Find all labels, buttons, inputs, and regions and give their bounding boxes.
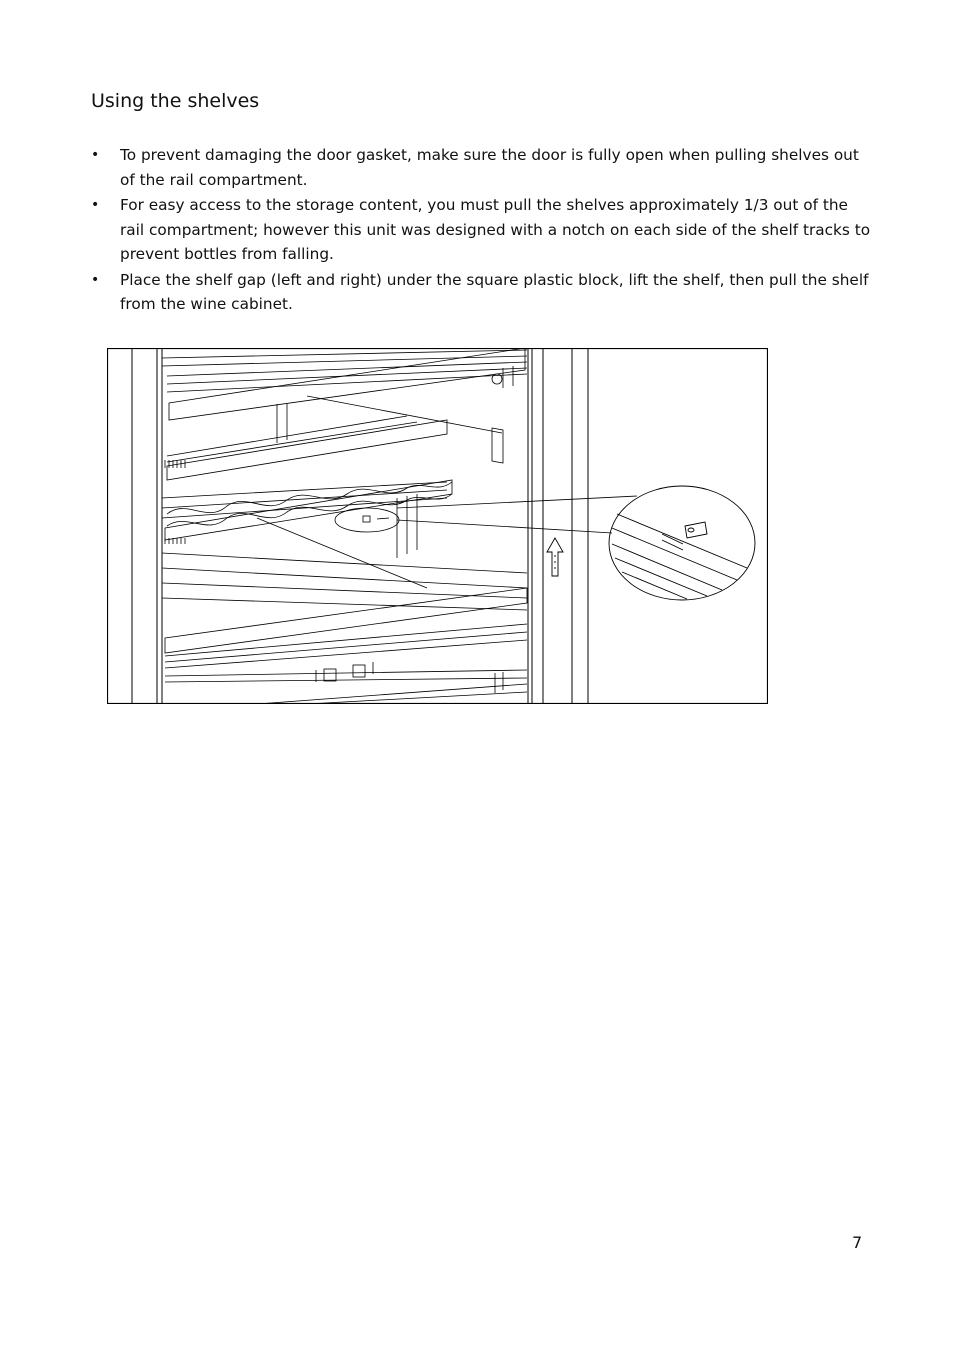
list-item-text: To prevent damaging the door gasket, make sure the door is fully open when pulling shelves out of the rail compartment. — [120, 146, 859, 189]
top-shelf — [162, 348, 527, 443]
section-title: Using the shelves — [91, 90, 260, 112]
list-item-text: Place the shelf gap (left and right) under the square plastic block, lift the shelf, then pull the shelf from the wine cabinet. — [120, 270, 869, 313]
cabinet-walls — [132, 348, 588, 704]
up-arrow-icon — [547, 538, 563, 576]
pulled-shelf — [162, 396, 503, 588]
lower-shelf — [162, 553, 527, 704]
bullet-icon: • — [91, 197, 100, 213]
magnified-detail — [609, 486, 755, 600]
notch-callout — [335, 496, 637, 533]
instruction-list — [91, 143, 871, 318]
list-item — [91, 193, 871, 267]
bullet-icon: • — [91, 271, 100, 288]
list-item — [91, 268, 871, 317]
shelf-removal-illustration — [107, 348, 768, 704]
bullet-icon: • — [91, 147, 100, 163]
list-item — [91, 143, 871, 192]
list-item-text: For easy access to the storage content, you must pull the shelves approximately 1/3 out of the rail compartment; however this unit was designed with a notch on each side of the shelf tracks to prevent bottles from falling. — [120, 196, 871, 263]
page-number: 7 — [852, 1233, 863, 1252]
